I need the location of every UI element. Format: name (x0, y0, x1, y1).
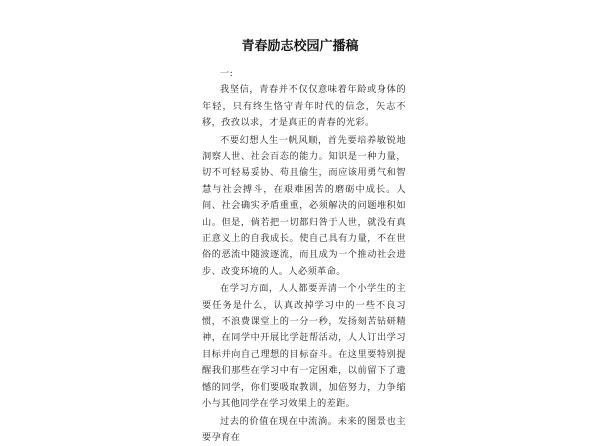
paragraph-1: 我坚信，青春并不仅仅意味着年龄或身体的年轻，只有终生恪守青年时代的信念，矢志不移，孜孜以求，才是真正的青春的光彩。 (202, 84, 406, 129)
paragraph-2: 不要幻想人生一帆风顺，首先要培养敏锐地洞察人世、社会百态的能力。知识是一种力量，切不可轻易妥协、苟且偷生，而应该用勇气和智慧与社会搏斗，在艰难困苦的磨砺中成长。人间、社会确实矛盾重重，必须解决的问题堆积如山。但是，倘若把一切都归咎于人世，就没有真正意义上的自我成长。使自己具有力量，不在世俗的恶流中随波逐流，而且成为一个推动社会进步、改变环境的人。人必须革命。 (202, 134, 406, 277)
section-heading: 一: (220, 68, 234, 79)
paragraph-4: 过去的价值在现在中流淌。未来的图景也主要孕育在 (202, 415, 406, 443)
document-body (202, 66, 406, 446)
document-title: 青春励志校园广播稿 (241, 39, 359, 54)
paragraph-3: 在学习方面，人人都要弄清一个小学生的主要任务是什么，认真改掉学习中的一些不良习惯，不浪费课堂上的一分一秒，发扬刻苦钻研精神，在同学中开展比学赶帮活动，人人订出学习目标并向自己理想的目标奋斗。在这里要特别提醒我们那些在学习中有一定困难，以前留下了遗憾的同学，你们要吸取教训，加倍努力，力争缩小与其他同学在学习效果上的差距。 (202, 283, 406, 410)
